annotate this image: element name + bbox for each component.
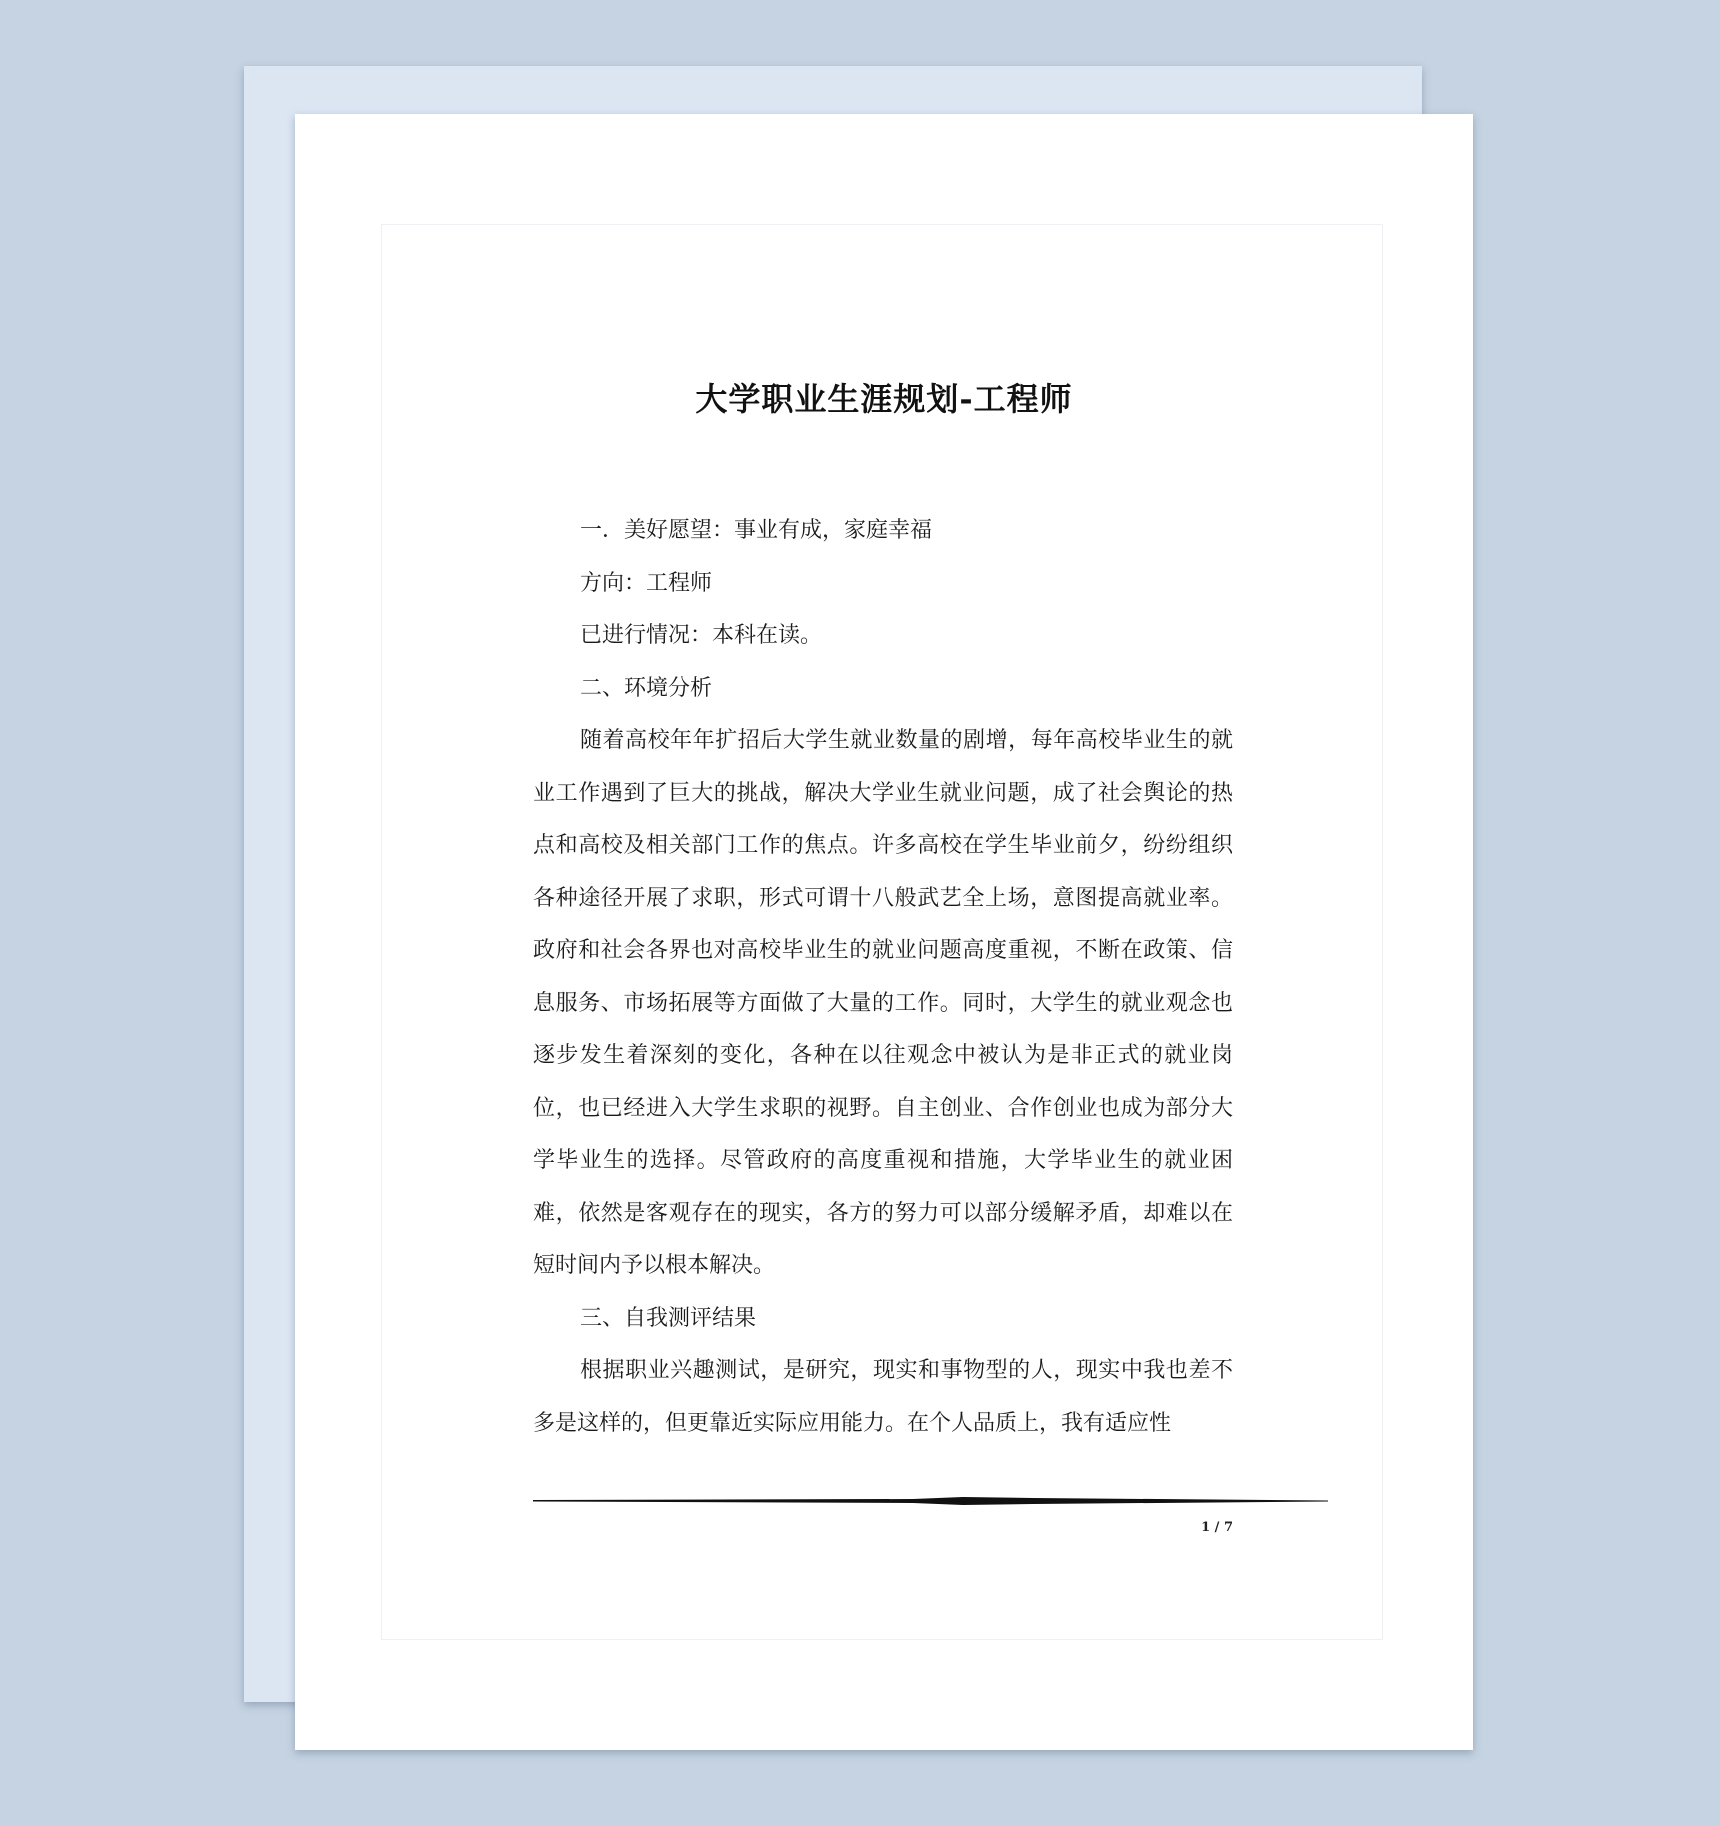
front-page-sheet [295, 114, 1473, 1750]
section-heading-self-assessment: 三、自我测评结果 [580, 1305, 757, 1331]
document-body [533, 505, 1233, 1450]
footer-divider [533, 1496, 1328, 1506]
paragraph-wish: 一．美好愿望：事业有成，家庭幸福 [580, 518, 933, 543]
page-number: 1 / 7 [1201, 1520, 1233, 1535]
document-title: 大学职业生涯规划-工程师 [695, 380, 1073, 418]
section-heading-environment: 二、环境分析 [580, 675, 713, 701]
paragraph-self-assessment: 根据职业兴趣测试，是研究，现实和事物型的人，现实中我也差不多是这样的，但更靠近实际应用能力。在个人品质上，我有适应性 [533, 1358, 1233, 1436]
paragraph-progress: 已进行情况：本科在读。 [580, 623, 823, 648]
paragraph-direction: 方向：工程师 [580, 570, 713, 596]
paragraph-environment-analysis: 随着高校年年扩招后大学生就业数量的剧增，每年高校毕业生的就业工作遇到了巨大的挑战，解决大学业生就业问题，成了社会舆论的热点和高校及相关部门工作的焦点。许多高校在学生毕业前夕，纷纷组织各种途径开展了求职，形式可谓十八般武艺全上场，意图提高就业率。政府和社会各界也对高校毕业生的就业问题高度重视，不断在政策、信息服务、市场拓展等方面做了大量的工作。同时，大学生的就业观念也逐步发生着深刻的变化，各种在以往观念中被认为是非正式的就业岗位，也已经进入大学生求职的视野。自主创业、合作创业也成为部分大学毕业生的选择。尽管政府的高度重视和措施，大学毕业生的就业困难，依然是客观存在的现实，各方的努力可以部分缓解矛盾，却难以在短时间内予以根本解决。 [533, 728, 1233, 1278]
